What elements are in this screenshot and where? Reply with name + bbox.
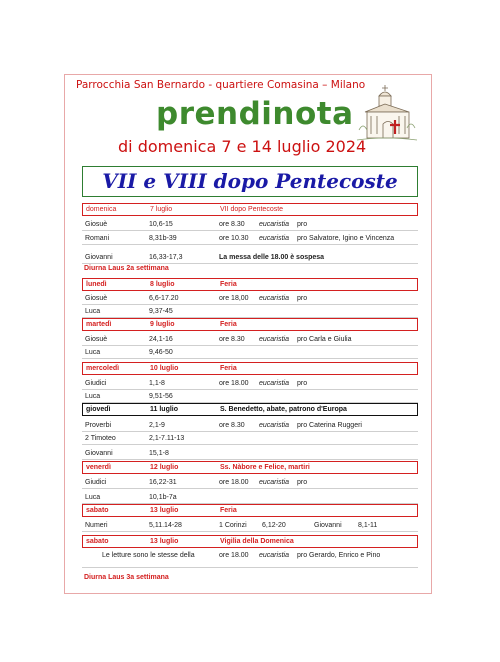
day-celebration: Vigilia della Domenica [220,538,294,545]
title-box [82,166,418,197]
reading-row [82,218,418,231]
day-celebration: Feria [220,365,237,372]
notice: La messa delle 18.00 è sospesa [219,254,325,261]
book-3: Giovanni [314,522,342,529]
passage-2: 6,12-20 [262,522,286,529]
day-celebration: S. Benedetto, abate, patrono d'Europa [220,406,347,413]
intention: pro [297,479,308,486]
readings-note-cont: domenica [102,559,133,566]
mass-time: ore 8.30 [219,422,245,429]
intention: pro [297,295,308,302]
book: Giovanni [85,254,113,261]
day-date: 8 luglio [150,281,175,288]
readings-note: Le letture sono le stesse della [102,552,195,559]
reading-row [82,476,418,489]
intention: pro Caterina Ruggeri [297,422,362,429]
day-row-sabato-vigilia [82,535,418,548]
day-celebration: Feria [220,321,237,328]
day-date: 7 luglio [150,206,173,213]
day-date: 9 luglio [150,321,175,328]
mass-time: ore 18,00 [219,295,249,302]
book: Giosuè [85,295,108,302]
reading-row [82,333,418,346]
day-date: 10 luglio [150,365,179,372]
mass-time: ore 18.00 [219,380,249,387]
diurna-laus-footnote: Diurna Laus 3a settimana [84,574,169,581]
day-row-lunedi [82,278,418,291]
reading-row [82,447,418,460]
passage: 24,1-16 [149,336,173,343]
day-row-domenica [82,203,418,216]
passage: 9,51-56 [149,393,173,400]
passage: 5,11.14-28 [149,522,182,529]
reading-row [82,519,418,532]
reading-row [82,305,418,318]
day-row-venerdi [82,461,418,474]
dates-subtitle: di domenica 7 e 14 luglio 2024 [118,137,367,156]
reading-row [82,432,418,445]
mass-time: ore 10.30 [219,235,249,242]
book: Luca [85,308,101,315]
passage: 2,1-7.11-13 [149,435,185,442]
day-name: sabato [86,538,109,545]
reading-row [82,232,418,245]
reading-row [82,419,418,432]
book: Luca [85,349,101,356]
day-row-sabato [82,504,418,517]
passage: 10,1b-7a [149,494,177,501]
day-date: 12 luglio [150,464,179,471]
mass-type: eucaristia [259,221,289,228]
day-name: sabato [86,507,109,514]
passage: 2,1-9 [149,422,165,429]
day-celebration: VII dopo Pentecoste [220,206,284,213]
mass-type: eucaristia [259,336,289,343]
passage: 16,33-17,3 [149,254,183,261]
mass-time: ore 8.30 [219,336,245,343]
church-illustration-icon [355,82,419,148]
book: Giosuè [85,221,108,228]
passage: 16,22-31 [149,479,177,486]
book: Numeri [85,522,108,529]
mass-type: eucaristia [259,295,289,302]
day-row-giovedi [82,403,418,416]
book: Romani [85,235,110,242]
passage-3: 8,1-11 [358,522,378,529]
book: Giudici [85,380,107,387]
day-date: 13 luglio [150,538,179,545]
day-celebration: Feria [220,281,237,288]
reading-row [82,292,418,305]
mass-type: eucaristia [259,552,289,559]
book-2: 1 Corinzi [219,522,247,529]
book: Giovanni [85,450,113,457]
mass-time: ore 18.00 [219,479,249,486]
intention: pro [297,380,308,387]
day-name: giovedì [86,406,111,413]
intention: pro [297,221,308,228]
day-row-mercoledi [82,362,418,375]
mass-type: eucaristia [259,479,289,486]
parish-name: Parrocchia San Bernardo - quartiere Comasina – Milano [76,79,366,91]
book: Giosuè [85,336,108,343]
mass-type: eucaristia [259,380,289,387]
diurna-laus-note: Diurna Laus 2a settimana [84,265,169,272]
mass-time: ore 18.00 [219,552,249,559]
reading-row [82,390,418,403]
passage: 6,6-17.20 [149,295,179,302]
day-date: 11 luglio [150,406,179,413]
reading-row [82,560,418,568]
book: Proverbi [85,422,112,429]
day-name: domenica [86,206,117,213]
mass-time: ore 8.30 [219,221,245,228]
day-name: martedì [86,321,112,328]
passage: 1,1-8 [149,380,165,387]
reading-row [82,377,418,390]
intention: pro Salvatore, Igino e Vincenza [297,235,395,242]
day-name: lunedì [86,281,107,288]
mass-type: eucaristia [259,235,289,242]
day-name: mercoledì [86,365,120,372]
reading-row [82,346,418,359]
book: Giudici [85,479,107,486]
mass-type: eucaristia [259,422,289,429]
brand-title: prendinota [156,96,354,132]
day-row-martedi [82,318,418,331]
passage: 15,1-8 [149,450,169,457]
book: Luca [85,494,101,501]
day-celebration: Ss. Nàbore e Felice, martiri [220,464,310,471]
passage: 8,31b-39 [149,235,177,242]
passage: 9,46-50 [149,349,173,356]
book: Luca [85,393,101,400]
reading-row [82,491,418,504]
day-celebration: Feria [220,507,237,514]
page-title: VII e VIII dopo Pentecoste [102,169,398,193]
day-name: venerdì [86,464,111,471]
book: 2 Timoteo [85,435,116,442]
passage: 10,6-15 [149,221,173,228]
reading-row [82,251,418,264]
intention: pro Gerardo, Enrico e Pino [297,552,381,559]
day-date: 13 luglio [150,507,179,514]
intention: pro Carla e Giulia [297,336,352,343]
passage: 9,37-45 [149,308,173,315]
